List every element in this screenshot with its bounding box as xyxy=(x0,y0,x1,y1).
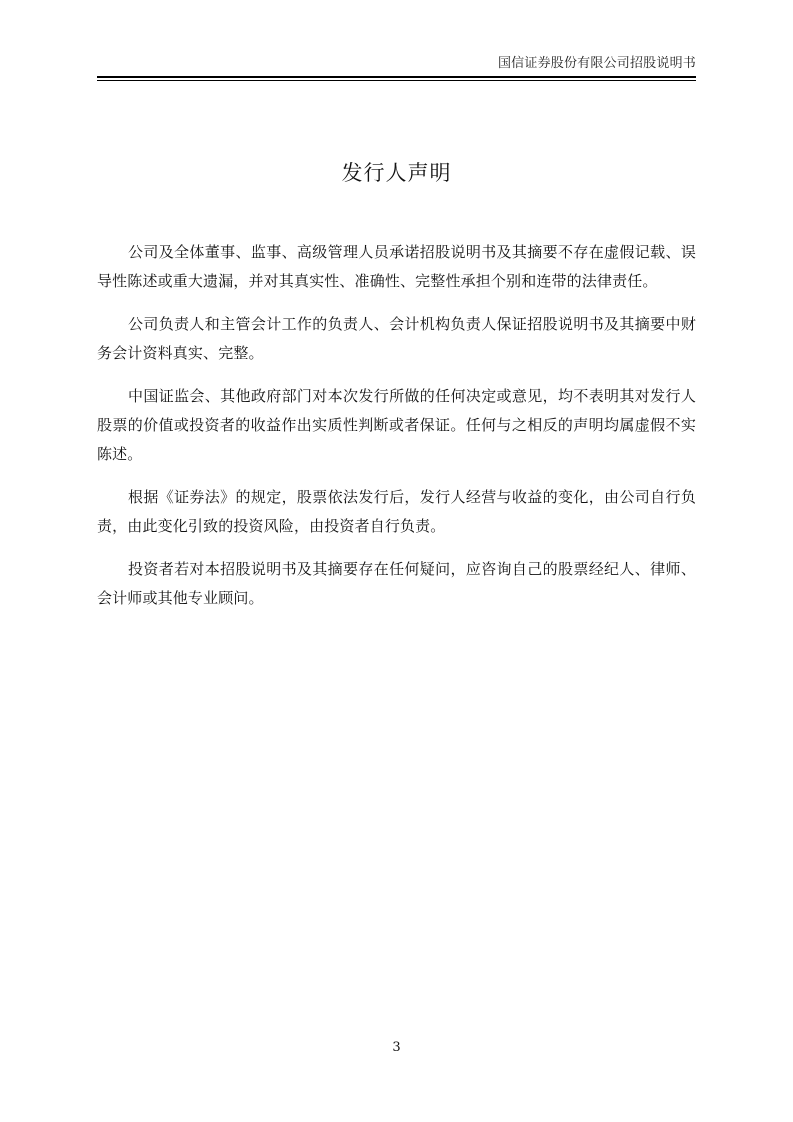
running-header: 国信证券股份有限公司招股说明书 xyxy=(497,56,696,71)
statement-paragraph: 根据《证券法》的规定，股票依法发行后，发行人经营与收益的变化，由公司自行负责，由此变化引致的投资风险，由投资者自行负责。 xyxy=(97,488,696,535)
page-title: 发行人声明 xyxy=(341,161,452,186)
header-rule-thin xyxy=(97,80,696,81)
header-rule-thick xyxy=(97,76,696,78)
statement-paragraph: 公司及全体董事、监事、高级管理人员承诺招股说明书及其摘要不存在虚假记载、误导性陈述或重大遗漏，并对其真实性、准确性、完整性承担个别和连带的法律责任。 xyxy=(97,243,696,290)
statement-body xyxy=(97,238,696,627)
statement-paragraph: 中国证监会、其他政府部门对本次发行所做的任何决定或意见，均不表明其对发行人股票的价值或投资者的收益作出实质性判断或者保证。任何与之相反的声明均属虚假不实陈述。 xyxy=(97,387,696,463)
statement-paragraph: 公司负责人和主管会计工作的负责人、会计机构负责人保证招股说明书及其摘要中财务会计资料真实、完整。 xyxy=(97,315,696,362)
statement-paragraph: 投资者若对本招股说明书及其摘要存在任何疑问，应咨询自己的股票经纪人、律师、会计师或其他专业顾问。 xyxy=(97,560,696,607)
page-number: 3 xyxy=(392,1040,401,1055)
